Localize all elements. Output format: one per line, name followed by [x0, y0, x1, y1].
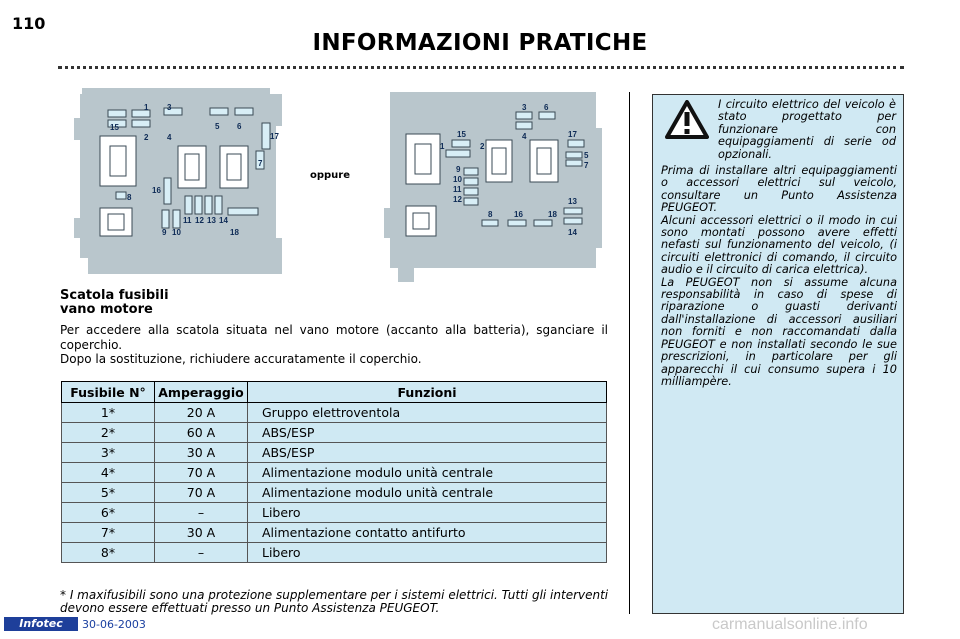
fuse-label: 2	[144, 133, 149, 142]
table-row	[62, 523, 607, 543]
fuse-label: 4	[167, 133, 172, 142]
amperage: –	[155, 543, 248, 563]
fuse-label: 12	[195, 216, 204, 225]
function: Libero	[248, 503, 607, 523]
function: Alimentazione contatto antifurto	[248, 523, 607, 543]
function: Alimentazione modulo unità centrale	[248, 463, 607, 483]
fuse-label: 4	[522, 132, 527, 141]
section-heading	[60, 289, 169, 317]
section-heading-line: Scatola fusibili	[60, 288, 169, 303]
fuse-number: 2*	[62, 423, 155, 443]
amperage: 20 A	[155, 403, 248, 423]
fuse-label: 1	[144, 103, 149, 112]
table-row	[62, 503, 607, 523]
fuse-label: 17	[568, 130, 577, 139]
table-header-row	[62, 382, 607, 403]
fuse-label: 3	[167, 103, 172, 112]
table-row	[62, 483, 607, 503]
warning-paragraph: La PEUGEOT non si assume alcuna responsabilità in caso di spese di riparazione o guasti derivanti dall'installazione di accessori ausiliari non forniti e non raccomandati dalla PEUGEOT e non installati secondo le sue prescrizioni, in particolare per gli apparecchi il cui consumo supera i 10 milliampère.	[661, 275, 897, 388]
fuse-label: 17	[270, 132, 279, 141]
fuse-label: 6	[544, 103, 549, 112]
function: Alimentazione modulo unità centrale	[248, 483, 607, 503]
function: ABS/ESP	[248, 443, 607, 463]
fuse-label: 16	[152, 186, 161, 195]
page-number: 110	[12, 14, 46, 33]
fuse-label: 18	[230, 228, 239, 237]
fuse-label: 7	[584, 161, 589, 170]
fuse-label: 11	[453, 185, 462, 194]
amperage: –	[155, 503, 248, 523]
fuse-label: 10	[172, 228, 181, 237]
warning-paragraph: Alcuni accessori elettrici o il modo in cui sono montati possono avere effetti nefasti sul funzionamento del veicolo, (i circuiti elettronici di comando, il circuito audio e il circuito di carica elettrica).	[661, 213, 897, 277]
fuse-label: 3	[522, 103, 527, 112]
fuse-label: 12	[453, 195, 462, 204]
warning-paragraph: Prima di installare altri equipaggiamenti o accessori elettrici sul veicolo, consultare un Punto Assistenza PEUGEOT.	[661, 164, 897, 215]
fuse-label: 2	[480, 142, 485, 151]
fuse-number: 4*	[62, 463, 155, 483]
table-row	[62, 543, 607, 563]
dotted-divider	[58, 66, 904, 69]
fuse-label: 15	[457, 130, 466, 139]
column-header: Amperaggio	[155, 382, 248, 403]
table-row	[62, 443, 607, 463]
warning-intro: I circuito elettrico del veicolo è stato progettato per funzionare con equipaggiamenti di serie od opzionali.	[718, 98, 896, 161]
fuse-label: 16	[514, 210, 523, 219]
function: Libero	[248, 543, 607, 563]
amperage: 70 A	[155, 483, 248, 503]
section-heading-line: vano motore	[60, 302, 153, 317]
instruction-paragraph: Per accedere alla scatola situata nel vano motore (accanto alla batteria), sganciare il coperchio.	[60, 323, 608, 352]
fuse-label: 5	[584, 151, 589, 160]
column-divider	[629, 92, 630, 614]
brand-badge	[4, 617, 78, 631]
amperage: 30 A	[155, 523, 248, 543]
fuse-label: 18	[548, 210, 557, 219]
warning-body	[661, 165, 897, 388]
fuse-label: 1	[440, 142, 445, 151]
instruction-paragraph: Dopo la sostituzione, richiudere accuratamente il coperchio.	[60, 352, 422, 366]
column-header: Fusibile N°	[62, 382, 155, 403]
fuse-number: 8*	[62, 543, 155, 563]
table-row	[62, 463, 607, 483]
fuse-box-b-labels	[384, 88, 610, 282]
fuse-table	[61, 381, 607, 563]
table-row	[62, 403, 607, 423]
fuse-label: 13	[568, 197, 577, 206]
column-header: Funzioni	[248, 382, 607, 403]
fuse-label: 14	[219, 216, 228, 225]
fuse-number: 1*	[62, 403, 155, 423]
fuse-box-a-labels	[70, 88, 298, 274]
fuse-number: 6*	[62, 503, 155, 523]
amperage: 70 A	[155, 463, 248, 483]
fuse-label: 9	[456, 165, 461, 174]
fuse-number: 3*	[62, 443, 155, 463]
fuse-label: 8	[127, 193, 132, 202]
amperage: 30 A	[155, 443, 248, 463]
fuse-label: 15	[110, 123, 119, 132]
amperage: 60 A	[155, 423, 248, 443]
function: Gruppo elettroventola	[248, 403, 607, 423]
fuse-label: 7	[258, 159, 263, 168]
separator-word: oppure	[310, 170, 351, 181]
page-title: INFORMAZIONI PRATICHE	[312, 30, 648, 56]
function: ABS/ESP	[248, 423, 607, 443]
footnote: * I maxifusibili sono una protezione supplementare per i sistemi elettrici. Tutti gli interventi devono essere effettuati presso un Punto Assistenza PEUGEOT.	[60, 588, 609, 615]
fuse-label: 13	[207, 216, 216, 225]
brand-name: Infotec	[19, 617, 63, 630]
warning-box	[652, 94, 904, 614]
fuse-label: 10	[453, 175, 462, 184]
watermark: carmanualsonline.info	[712, 616, 868, 633]
fuse-number: 5*	[62, 483, 155, 503]
fuse-label: 11	[183, 216, 192, 225]
fuse-label: 6	[237, 122, 242, 131]
fuse-label: 14	[568, 228, 577, 237]
warning-triangle-icon	[665, 100, 709, 140]
fuse-label: 5	[215, 122, 220, 131]
table-row	[62, 423, 607, 443]
fuse-number: 7*	[62, 523, 155, 543]
fuse-label: 8	[488, 210, 493, 219]
fuse-label: 9	[162, 228, 167, 237]
print-date: 30-06-2003	[82, 618, 146, 631]
